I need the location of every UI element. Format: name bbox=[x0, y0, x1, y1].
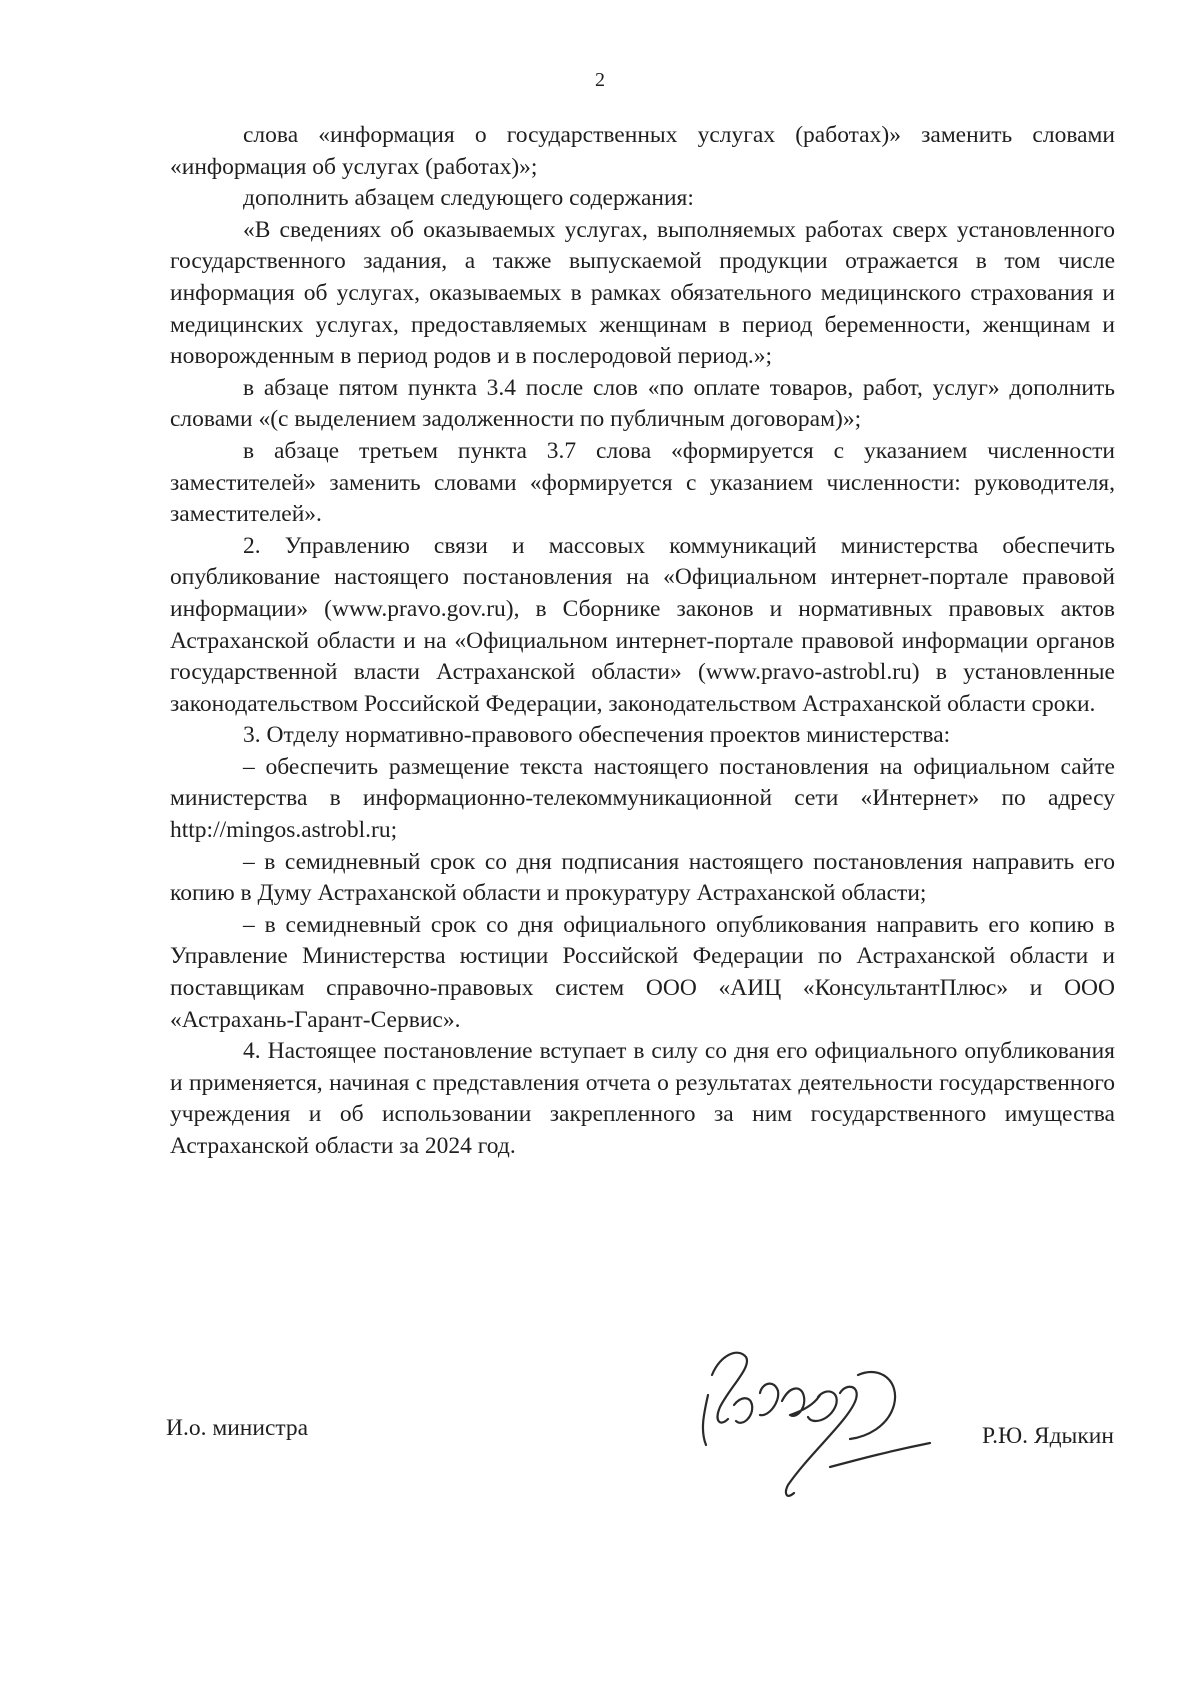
paragraph-2: дополнить абзацем следующего содержания: bbox=[243, 185, 694, 212]
paragraph-11: 4. Настоящее постановление вступает в силу со дня его официального опубликования и применяется, начиная с представления отчета о результатах деятельности государственного учреждения и об использовании закрепленного за ним государственного имущества Астраханской области за 2024 год. bbox=[170, 1038, 1115, 1159]
signatory-role: И.о. министра bbox=[166, 1415, 309, 1441]
paragraph-3: «В сведениях об оказываемых услугах, выполняемых работах сверх установленного государственного задания, а также выпускаемой продукции отражается в том числе информация об услугах, оказываемых в рамках обязательного медицинского страхования и медицинских услугах, предоставляемых женщинам в период беременности, женщинам и новорожденным в период родов и в послеродовой период.»; bbox=[170, 216, 1115, 370]
paragraph-8: – обеспечить размещение текста настоящего постановления на официальном сайте министерства в информационно-телекоммуникационной сети «Интернет» по адресу http://mingos.astrobl.ru; bbox=[170, 753, 1115, 844]
handwritten-signature bbox=[690, 1335, 950, 1510]
paragraph-10: – в семидневный срок со дня официального опубликования направить его копию в Управление Министерства юстиции Российской Федерации по Астраханской области и поставщикам справочно-правовых систем ООО «АИЦ «КонсультантПлюс» и ООО «Астрахань-Гарант-Сервис». bbox=[170, 911, 1115, 1033]
paragraph-9: – в семидневный срок со дня подписания настоящего постановления направить его копию в Думу Астраханской области и прокуратуру Астраханской области; bbox=[170, 848, 1115, 907]
paragraph-5: в абзаце третьем пункта 3.7 слова «формируется с указанием численности заместителей» заменить словами «формируется с указанием численности: руководителя, заместителей». bbox=[170, 437, 1115, 528]
paragraph-6: 2. Управлению связи и массовых коммуникаций министерства обеспечить опубликование настоящего постановления на «Официальном интернет-портале правовой информации» (www.pravo.gov.ru), в Сборнике законов и нормативных правовых актов Астраханской области и на «Официальном интернет-портале правовой информации органов государственной власти Астраханской области» (www.pravo-astrobl.ru) в установленные законодательством Российской Федерации, законодательством Астраханской области сроки. bbox=[170, 532, 1115, 717]
page-number: 2 bbox=[595, 69, 605, 91]
paragraph-7: 3. Отделу нормативно-правового обеспечения проектов министерства: bbox=[243, 722, 951, 749]
document-body bbox=[170, 120, 1115, 1163]
paragraph-1: слова «информация о государственных услугах (работах)» заменить словами «информация об услугах (работах)»; bbox=[170, 122, 1115, 180]
paragraph-4: в абзаце пятом пункта 3.4 после слов «по оплате товаров, работ, услуг» дополнить словами «(с выделением задолженности по публичным договорам)»; bbox=[170, 374, 1115, 433]
signatory-name: Р.Ю. Ядыкин bbox=[982, 1423, 1114, 1449]
